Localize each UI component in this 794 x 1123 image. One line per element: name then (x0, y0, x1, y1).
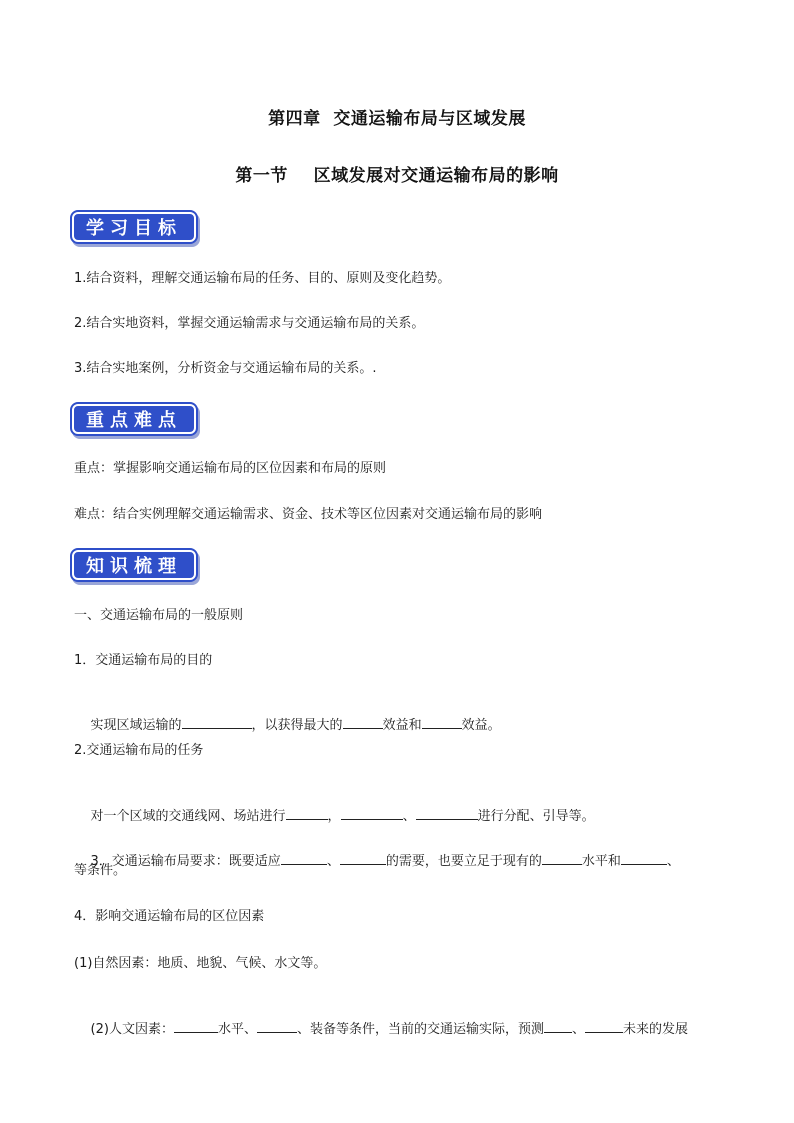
knowledge-badge: 知识梳理 (72, 550, 196, 580)
text-segment: 、 (666, 854, 680, 869)
text-segment: 效益。 (461, 718, 501, 733)
text-segment: 、 (571, 1022, 585, 1037)
knowledge-heading-1: 一、交通运输布局的一般原则 (74, 608, 244, 623)
fill-blank[interactable] (585, 1019, 623, 1033)
knowledge-heading-1-1: 1．交通运输布局的目的 (74, 653, 213, 668)
objectives-badge: 学习目标 (72, 212, 196, 242)
fill-blank[interactable] (544, 1019, 572, 1033)
paragraph-natural-factors: (1)自然因素：地质、地貌、气候、水文等。 (74, 956, 327, 971)
text-segment: 、装备等条件，当前的交通运输实际，预测 (296, 1022, 544, 1037)
chapter-title: 第四章 交通运输布局与区域发展 (268, 109, 526, 129)
text-segment: 3．交通运输布局要求：既要适应 (90, 854, 281, 869)
paragraph-human-factors (74, 1001, 688, 1057)
fill-blank[interactable] (182, 715, 252, 729)
fill-blank[interactable] (621, 851, 667, 865)
text-segment: (2)人文因素： (90, 1022, 174, 1037)
text-segment: 、 (402, 809, 416, 824)
fill-blank[interactable] (343, 715, 383, 729)
fill-blank[interactable] (340, 851, 386, 865)
fill-blank[interactable] (416, 806, 478, 820)
fill-blank[interactable] (422, 715, 462, 729)
text-segment: 的需要，也要立足于现有的 (385, 854, 542, 869)
fill-blank[interactable] (281, 851, 327, 865)
paragraph-requirement-line-1 (74, 833, 680, 889)
fill-blank[interactable] (542, 851, 582, 865)
knowledge-heading-1-2: 2.交通运输布局的任务 (74, 743, 204, 758)
keypoint-difficulty: 难点：结合实例理解交通运输需求、资金、技术等区位因素对交通运输布局的影响 (74, 507, 543, 522)
fill-blank[interactable] (257, 1019, 297, 1033)
text-segment: 水平、 (217, 1022, 257, 1037)
text-segment: 效益和 (382, 718, 422, 733)
objective-item-1: 1.结合资料，理解交通运输布局的任务、目的、原则及变化趋势。 (74, 271, 451, 286)
fill-blank[interactable] (341, 806, 403, 820)
keypoints-badge: 重点难点 (72, 404, 196, 434)
fill-blank[interactable] (286, 806, 328, 820)
text-segment: ，以获得最大的 (251, 718, 343, 733)
text-segment: 对一个区域的交通线网、场站进行 (90, 809, 286, 824)
paragraph-requirement-line-2: 等条件。 (74, 863, 127, 878)
text-segment: 未来的发展 (623, 1022, 689, 1037)
objective-item-2: 2.结合实地资料，掌握交通运输需求与交通运输布局的关系。 (74, 316, 425, 331)
text-segment: 实现区域运输的 (90, 718, 182, 733)
text-segment: 进行分配、引导等。 (477, 809, 595, 824)
text-segment: 水平和 (581, 854, 621, 869)
keypoint-focus: 重点：掌握影响交通运输布局的区位因素和布局的原则 (74, 461, 387, 476)
section-title: 第一节 区域发展对交通运输布局的影响 (235, 166, 559, 186)
fill-blank[interactable] (174, 1019, 218, 1033)
text-segment: 、 (326, 854, 340, 869)
objective-item-3: 3.结合实地案例，分析资金与交通运输布局的关系。. (74, 361, 377, 376)
knowledge-heading-4: 4．影响交通运输布局的区位因素 (74, 909, 265, 924)
text-segment: ， (327, 809, 341, 824)
